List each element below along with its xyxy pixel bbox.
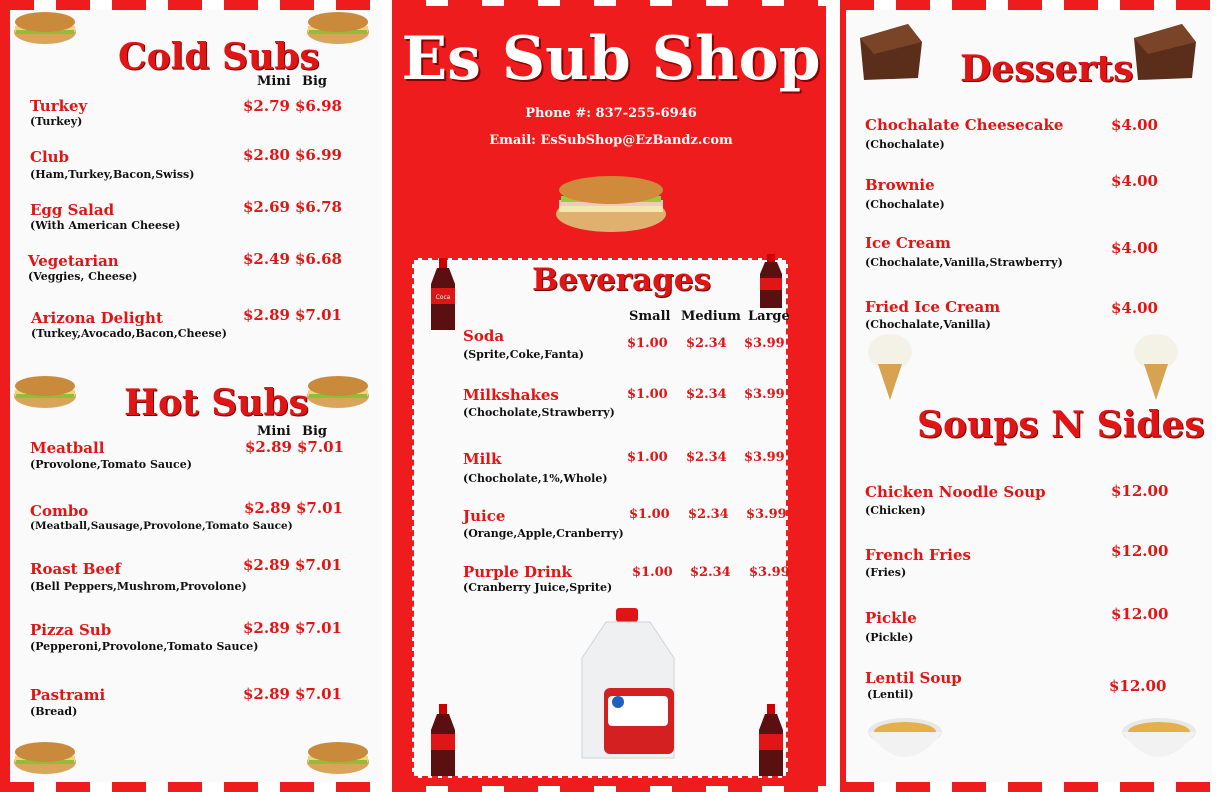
beverage-medium-price: $2.34	[686, 450, 727, 465]
sandwich-picture	[12, 372, 78, 410]
hot-sub-big-price: $7.01	[296, 499, 343, 517]
ice-cream-cone-picture	[864, 330, 916, 402]
sandwich-picture	[12, 738, 78, 776]
cold-sub-name: Turkey	[30, 97, 88, 115]
beverage-name: Milk	[463, 450, 502, 468]
hot-sub-name: Roast Beef	[30, 560, 122, 578]
dessert-name: Chochalate Cheesecake	[865, 116, 1064, 134]
side-name: Lentil Soup	[865, 669, 962, 687]
hot-sub-desc: (Bell Peppers,Mushrom,Provolone)	[30, 580, 247, 593]
dessert-price: $4.00	[1111, 172, 1158, 190]
side-price: $12.00	[1111, 482, 1169, 500]
hot-sub-desc: (Pepperoni,Provolone,Tomato Sauce)	[30, 640, 259, 653]
beverage-name: Soda	[463, 327, 505, 345]
sandwich-picture	[305, 372, 371, 410]
cold-sub-big-price: $7.01	[295, 306, 342, 324]
bev-col-medium: Medium	[681, 309, 741, 324]
cold-sub-mini-price: $2.69	[243, 198, 290, 216]
beverages-heading: Beverages	[532, 262, 711, 298]
hot-sub-mini-price: $2.89	[245, 438, 292, 456]
beverage-large-price: $3.99	[744, 387, 785, 402]
dessert-name: Brownie	[865, 176, 935, 194]
hot-sub-big-price: $7.01	[295, 685, 342, 703]
cold-sub-mini-price: $2.79	[243, 97, 290, 115]
beverage-small-price: $1.00	[627, 387, 668, 402]
hot-sub-big-price: $7.01	[295, 556, 342, 574]
beverage-small-price: $1.00	[632, 565, 673, 580]
beverage-medium-price: $2.34	[686, 387, 727, 402]
sandwich-picture	[12, 8, 78, 46]
beverage-desc: (Chocholate,Strawberry)	[463, 406, 615, 419]
beverage-desc: (Chocholate,1%,Whole)	[463, 472, 608, 485]
sub-sandwich-picture	[553, 168, 669, 236]
beverage-desc: (Orange,Apple,Cranberry)	[463, 527, 624, 540]
hot-sub-desc: (Provolone,Tomato Sauce)	[30, 458, 192, 471]
cold-sub-big-price: $6.99	[295, 146, 342, 164]
cold-sub-mini-price: $2.80	[243, 146, 290, 164]
cold-sub-desc: (Turkey,Avocado,Bacon,Cheese)	[31, 327, 227, 340]
dessert-name: Fried Ice Cream	[865, 298, 1001, 316]
beverage-medium-price: $2.34	[686, 336, 727, 351]
cold-subs-col-big: Big	[302, 74, 328, 89]
soda-bottle-picture	[756, 704, 786, 780]
cold-sub-name: Arizona Delight	[31, 309, 163, 327]
svg-text:Coca: Coca	[435, 294, 451, 301]
soups-sides-heading: Soups N Sides	[917, 404, 1205, 446]
shop-phone: Phone #: 837-255-6946	[525, 106, 697, 121]
soda-bottle-picture	[428, 704, 458, 780]
dessert-price: $4.00	[1111, 116, 1158, 134]
hot-sub-mini-price: $2.89	[243, 556, 290, 574]
dessert-price: $4.00	[1111, 239, 1158, 257]
side-price: $12.00	[1111, 542, 1169, 560]
beverage-desc: (Cranberry Juice,Sprite)	[463, 581, 613, 594]
beverage-medium-price: $2.34	[688, 507, 729, 522]
hot-subs-col-big: Big	[302, 424, 328, 439]
hot-sub-name: Combo	[30, 502, 89, 520]
side-name: French Fries	[865, 546, 971, 564]
brownie-picture	[1130, 20, 1198, 82]
beverage-large-price: $3.99	[744, 450, 785, 465]
beverage-large-price: $3.99	[749, 565, 790, 580]
beverage-name: Milkshakes	[463, 386, 559, 404]
hot-sub-mini-price: $2.89	[243, 619, 290, 637]
cold-sub-name: Egg Salad	[30, 201, 115, 219]
ice-cream-cone-picture	[1130, 330, 1182, 402]
dessert-desc: (Chochalate)	[865, 138, 945, 151]
beverage-large-price: $3.99	[746, 507, 787, 522]
beverage-large-price: $3.99	[744, 336, 785, 351]
dessert-desc: (Chochalate)	[865, 198, 945, 211]
side-price: $12.00	[1109, 677, 1167, 695]
side-name: Chicken Noodle Soup	[865, 483, 1046, 501]
brownie-picture	[856, 20, 924, 82]
cold-subs-col-mini: Mini	[257, 74, 291, 89]
side-desc: (Fries)	[865, 566, 907, 579]
soup-bowl-picture	[866, 712, 944, 770]
side-desc: (Lentil)	[867, 688, 914, 701]
beverage-small-price: $1.00	[627, 336, 668, 351]
hot-sub-big-price: $7.01	[295, 619, 342, 637]
dessert-desc: (Chochalate,Vanilla,Strawberry)	[865, 256, 1063, 269]
side-desc: (Chicken)	[865, 504, 926, 517]
beverage-name: Purple Drink	[463, 563, 572, 581]
shop-title: Es Sub Shop	[401, 24, 821, 94]
beverage-medium-price: $2.34	[690, 565, 731, 580]
hot-sub-name: Meatball	[30, 439, 105, 457]
hot-sub-mini-price: $2.89	[243, 685, 290, 703]
hot-sub-desc: (Bread)	[30, 705, 78, 718]
beverage-small-price: $1.00	[627, 450, 668, 465]
bev-col-large: Large	[748, 309, 790, 324]
side-name: Pickle	[865, 609, 917, 627]
cold-sub-big-price: $6.68	[295, 250, 342, 268]
cold-sub-big-price: $6.98	[295, 97, 342, 115]
hot-subs-col-mini: Mini	[257, 424, 291, 439]
beverage-small-price: $1.00	[629, 507, 670, 522]
dessert-price: $4.00	[1111, 299, 1158, 317]
side-desc: (Pickle)	[865, 631, 914, 644]
soda-bottle-picture	[428, 258, 458, 334]
hot-sub-mini-price: $2.89	[244, 499, 291, 517]
cold-sub-desc: (Ham,Turkey,Bacon,Swiss)	[30, 168, 195, 181]
hot-sub-desc: (Meatball,Sausage,Provolone,Tomato Sauce)	[30, 520, 293, 532]
hot-subs-heading: Hot Subs	[124, 382, 309, 424]
cold-sub-name: Club	[30, 148, 70, 166]
soup-bowl-picture	[1120, 712, 1198, 770]
sandwich-picture	[305, 738, 371, 776]
shop-email: Email: EsSubShop@EzBandz.com	[489, 133, 733, 148]
hot-sub-name: Pizza Sub	[30, 621, 112, 639]
cold-subs-heading: Cold Subs	[118, 36, 320, 78]
beverage-name: Juice	[463, 507, 506, 525]
hot-sub-big-price: $7.01	[297, 438, 344, 456]
cold-sub-desc: (Veggies, Cheese)	[28, 270, 138, 283]
cold-sub-desc: (With American Cheese)	[30, 219, 181, 232]
cold-sub-name: Vegetarian	[28, 252, 119, 270]
beverage-desc: (Sprite,Coke,Fanta)	[463, 348, 585, 361]
milk-jug-picture	[578, 608, 678, 764]
cold-sub-desc: (Turkey)	[30, 115, 83, 128]
cold-sub-mini-price: $2.49	[243, 250, 290, 268]
cold-sub-mini-price: $2.89	[243, 306, 290, 324]
desserts-heading: Desserts	[960, 48, 1134, 90]
dessert-name: Ice Cream	[865, 234, 951, 252]
dessert-desc: (Chochalate,Vanilla)	[865, 318, 991, 331]
soda-bottle-picture	[758, 254, 784, 310]
cold-sub-big-price: $6.78	[295, 198, 342, 216]
bev-col-small: Small	[629, 309, 671, 324]
side-price: $12.00	[1111, 605, 1169, 623]
hot-sub-name: Pastrami	[30, 686, 106, 704]
